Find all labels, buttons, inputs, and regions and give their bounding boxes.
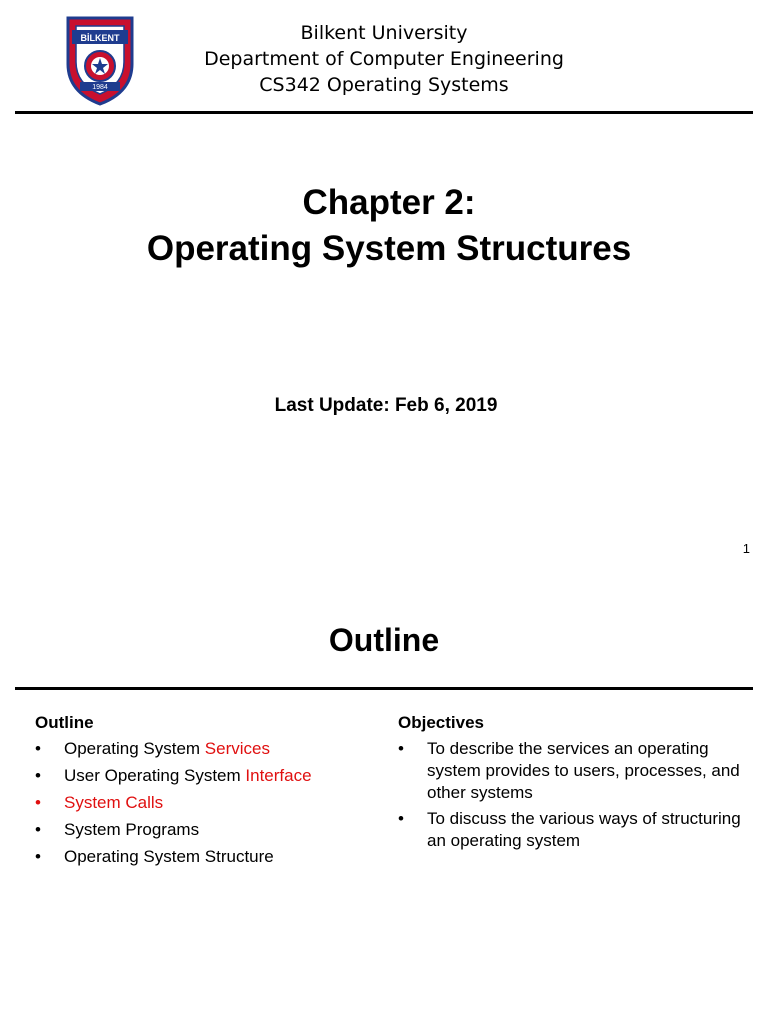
outline-title: Outline [328,622,440,658]
list-item [35,819,375,846]
bullet-icon: • [35,766,41,785]
title-divider [15,687,753,690]
list-item-text: Operating System Structure [64,847,274,866]
objectives-heading: Objectives [398,713,484,732]
last-update: Last Update: Feb 6, 2019 [274,395,498,416]
page-number: 1 [742,541,750,556]
list-item-text: Operating System [64,739,205,758]
bullet-icon: • [398,739,404,758]
bullet-icon: • [35,847,41,866]
outline-list [35,738,375,873]
chapter-subtitle: Operating System Structures [146,229,632,268]
header-divider [15,111,753,114]
list-item [35,765,375,792]
outline-heading: Outline [35,713,94,732]
bullet-icon: • [398,809,404,828]
bullet-icon: • [35,793,41,812]
chapter-title: Chapter 2: [302,183,476,222]
list-item-text: System Programs [64,820,200,839]
bullet-icon: • [35,820,41,839]
logo-text: BİLKENT [80,33,120,43]
list-item-text: To describe the services an operating system provides to users, processes, and other systems [427,739,740,802]
list-item [35,738,375,765]
list-item-highlight: Services [204,739,270,758]
header-university: Bilkent University [300,22,468,44]
logo-year: 1984 [92,84,108,91]
header-department: Department of Computer Engineering [204,48,564,70]
list-item [398,738,748,804]
list-item [35,792,375,819]
list-item-highlight: Interface [245,766,312,785]
list-item [35,846,375,873]
header-course: CS342 Operating Systems [259,74,509,96]
objectives-list [398,738,748,856]
bullet-icon: • [35,739,41,758]
list-item-text: User Operating System [64,766,246,785]
list-item [398,808,748,852]
list-item-text: To discuss the various ways of structuring an operating system [427,809,741,850]
list-item-text: System Calls [64,793,164,812]
